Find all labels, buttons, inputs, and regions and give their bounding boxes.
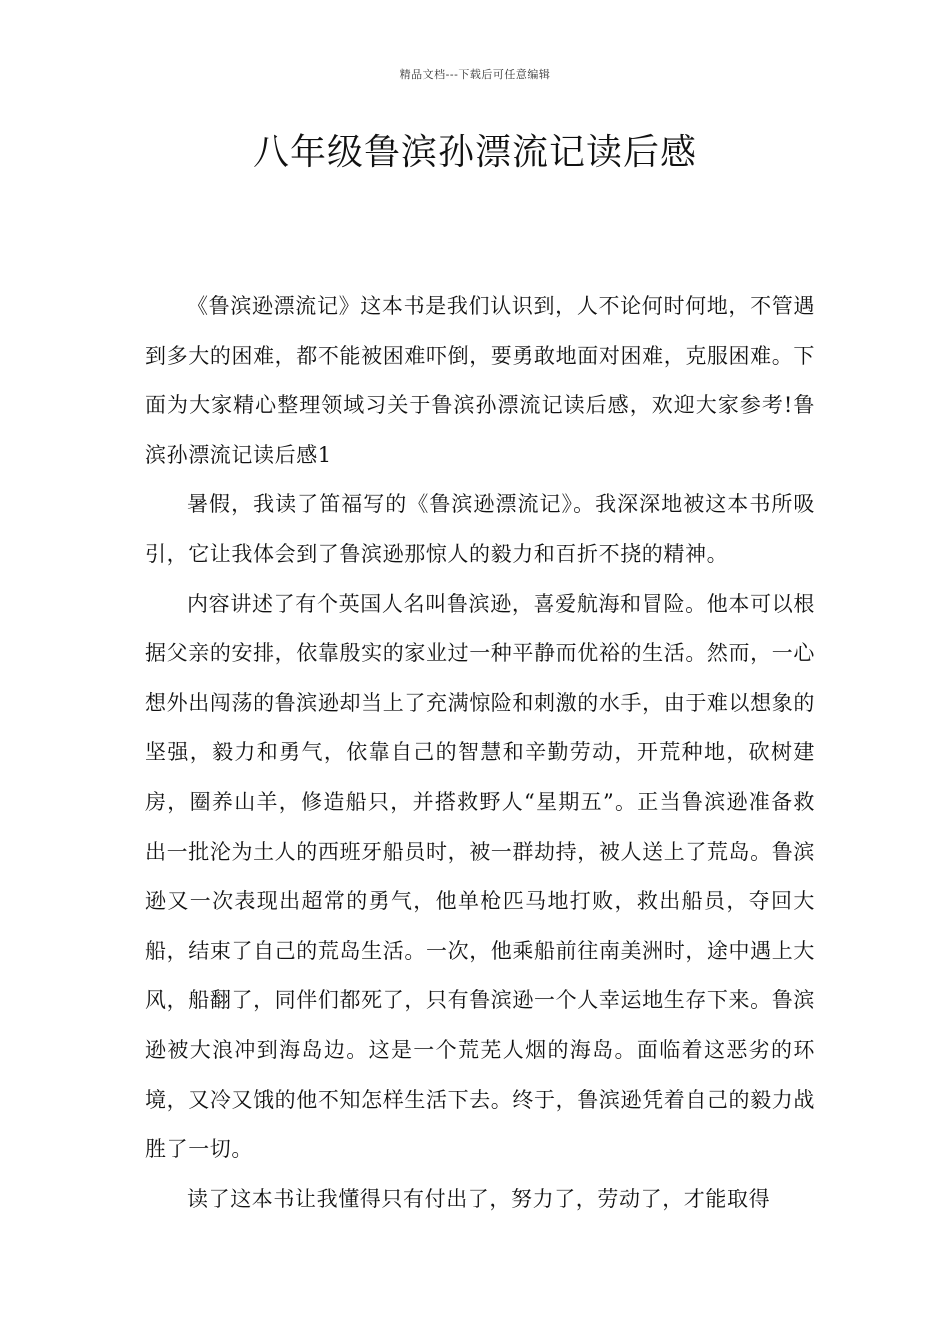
paragraph-intro: 《鲁滨逊漂流记》这本书是我们认识到，人不论何时何地，不管遇到多大的困难，都不能被困难吓倒，要勇敢地面对困难，克服困难。下面为大家精心整理领域习关于鲁滨孙漂流记读后感，欢迎大家参考!鲁滨孙漂流记读后感1 (145, 294, 815, 467)
header-note: 精品文档---下载后可任意编辑 (399, 68, 551, 81)
paragraph-reflection: 读了这本书让我懂得只有付出了，努力了，劳动了，才能取得 (187, 1186, 771, 1211)
document-title: 八年级鲁滨孙漂流记读后感 (252, 132, 697, 173)
paragraph-story-content: 内容讲述了有个英国人名叫鲁滨逊，喜爱航海和冒险。他本可以根据父亲的安排，依靠殷实的家业过一种平静而优裕的生活。然而，一心想外出闯荡的鲁滨逊却当上了充满惊险和刺激的水手，由于难以想象的坚强，毅力和勇气，依靠自己的智慧和辛勤劳动，开荒种地，砍树建房，圈养山羊，修造船只，并搭救野人“星期五”。正当鲁滨逊准备救出一批沦为土人的西班牙船员时，被一群劫持，被人送上了荒岛。鲁滨逊又一次表现出超常的勇气，他单枪匹马地打败，救出船员，夺回大船，结束了自己的荒岛生活。一次，他乘船前往南美洲时，途中遇上大风，船翻了，同伴们都死了，只有鲁滨逊一个人幸运地生存下来。鲁滨逊被大浪冲到海岛边。这是一个荒芜人烟的海岛。面临着这恶劣的环境，又冷又饿的他不知怎样生活下去。终于，鲁滨逊凭着自己的毅力战胜了一切。 (145, 591, 815, 1162)
paragraph-summer-reading: 暑假，我读了笛福写的《鲁滨逊漂流记》。我深深地被这本书所吸引，它让我体会到了鲁滨逊那惊人的毅力和百折不挠的精神。 (145, 492, 815, 566)
document-body (145, 282, 815, 1224)
